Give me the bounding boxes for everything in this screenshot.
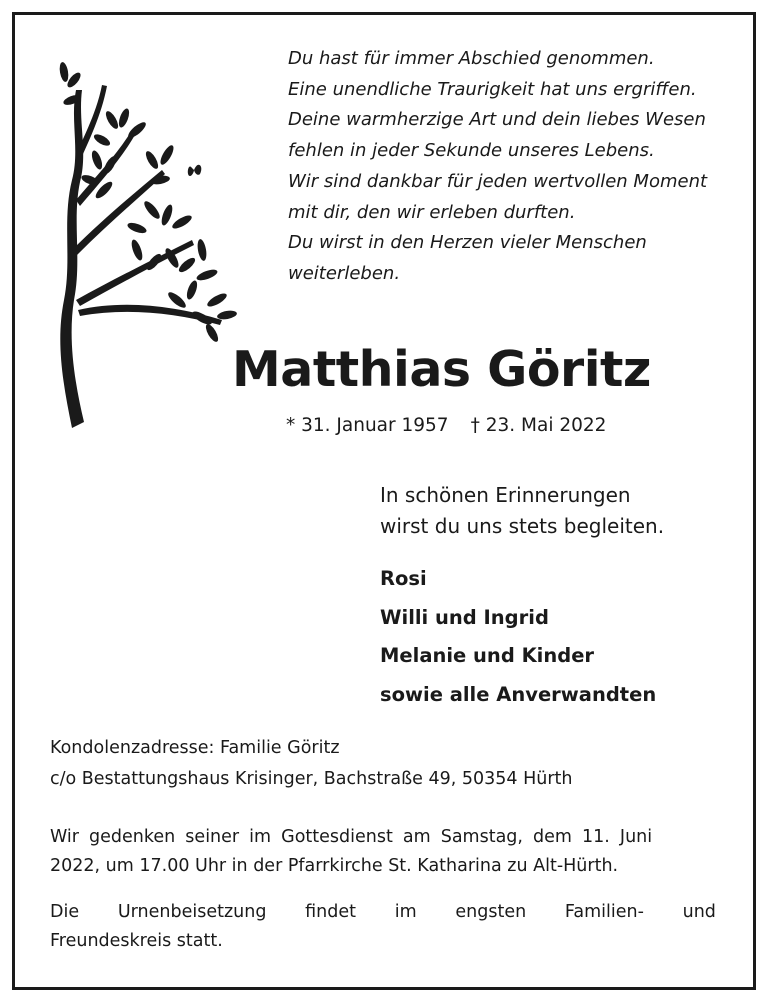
- poem-line: weiterleben.: [288, 262, 401, 284]
- memory-verse: [380, 480, 740, 542]
- deceased-name: Matthias Göritz: [232, 341, 651, 398]
- mourner: Rosi: [380, 567, 427, 590]
- burial-word: engsten: [455, 902, 527, 922]
- urn-burial-notice: [50, 898, 716, 956]
- burial-line: [50, 898, 716, 927]
- service-line: 2022, um 17.00 Uhr in der Pfarrkirche St. Katharina zu Alt-Hürth.: [50, 856, 619, 876]
- poem-line: Deine warmherzige Art und dein liebes Wesen: [288, 109, 706, 131]
- memory-line: wirst du uns stets begleiten.: [380, 514, 665, 538]
- service-line-text: Wir gedenken seiner im Gottesdienst am Samstag, dem 11. Juni: [50, 827, 653, 847]
- life-dates: [286, 412, 726, 440]
- burial-word: im: [394, 902, 417, 922]
- poem-line: mit dir, den wir erleben durften.: [288, 201, 576, 223]
- burial-line: Freundeskreis statt.: [50, 931, 223, 951]
- poem-line: Du hast für immer Abschied genommen.: [288, 48, 655, 69]
- poem-line: Du wirst in den Herzen vieler Menschen: [288, 232, 647, 254]
- poem-line: Eine unendliche Traurigkeit hat uns ergriffen.: [288, 78, 697, 100]
- memorial-service-notice: [50, 823, 716, 881]
- burial-word: Die: [50, 902, 80, 922]
- mourner: Melanie und Kinder: [380, 644, 595, 667]
- tree-with-butterfly-illustration: [42, 50, 242, 435]
- mourner: sowie alle Anverwandten: [380, 682, 657, 706]
- poem-line: fehlen in jeder Sekunde unseres Lebens.: [288, 140, 655, 162]
- mourner: Willi und Ingrid: [380, 605, 549, 629]
- burial-word: findet: [305, 902, 357, 922]
- mourners-list: [380, 560, 740, 714]
- address-line: c/o Bestattungshaus Krisinger, Bachstraße 49, 50354 Hürth: [50, 769, 573, 789]
- birth-date: * 31. Januar 1957: [286, 415, 449, 436]
- service-line: [50, 823, 716, 852]
- poem: [288, 44, 748, 290]
- poem-line: Wir sind dankbar für jeden wertvollen Moment: [288, 170, 708, 192]
- condolence-address: [50, 733, 720, 795]
- burial-word: und: [682, 902, 716, 922]
- burial-word: Urnenbeisetzung: [117, 902, 267, 922]
- memory-line: In schönen Erinnerungen: [380, 483, 631, 507]
- death-date: † 23. Mai 2022: [470, 415, 607, 436]
- address-line: Kondolenzadresse: Familie Göritz: [50, 738, 340, 758]
- burial-word: Familien-: [564, 902, 644, 922]
